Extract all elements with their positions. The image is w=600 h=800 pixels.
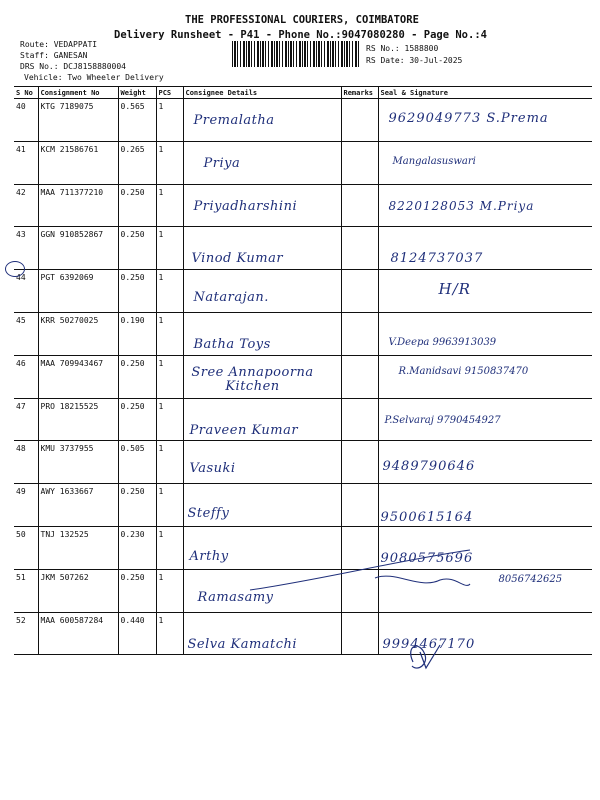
row-sno: 51 <box>14 569 38 612</box>
row-pcs: 1 <box>156 184 183 227</box>
ink-stroke-row51 <box>250 550 470 590</box>
row-pcs: 1 <box>156 312 183 355</box>
row-consignment: PGT 6392069 <box>38 270 118 313</box>
row-weight: 0.250 <box>118 270 156 313</box>
consignee-name: Natarajan. <box>193 290 269 306</box>
row-weight: 0.250 <box>118 484 156 527</box>
signature: 9489790646 <box>382 459 476 475</box>
row-sno: 46 <box>14 355 38 398</box>
row-weight: 0.250 <box>118 355 156 398</box>
consignee-name: Vasuki <box>189 461 236 477</box>
row-pcs: 1 <box>156 355 183 398</box>
consignee-name: Priyadharshini <box>193 198 298 214</box>
row-weight: 0.250 <box>118 569 156 612</box>
staff-value: GANESAN <box>53 51 88 60</box>
col-consignee: Consignee Details <box>183 87 341 99</box>
row-sno: 52 <box>14 612 38 655</box>
drs-value: DCJ8158880004 <box>63 62 126 71</box>
signature: R.Manidsavi 9150837470 <box>398 365 529 377</box>
runsheet-title: Delivery Runsheet - P41 - Phone No.:9047080280 - Page No.:4 <box>114 29 487 41</box>
row-sno: 40 <box>14 99 38 142</box>
consignee-name: Priya <box>203 155 241 171</box>
row-pcs: 1 <box>156 99 183 142</box>
row-weight: 0.250 <box>118 184 156 227</box>
col-signature: Seal & Signature <box>378 87 592 99</box>
row-pcs: 1 <box>156 441 183 484</box>
ink-scribble-row51 <box>375 576 470 585</box>
row-sno: 50 <box>14 526 38 569</box>
col-pcs: PCS <box>156 87 183 99</box>
consignee-name: Praveen Kumar <box>189 422 299 438</box>
row-weight: 0.190 <box>118 312 156 355</box>
row-pcs: 1 <box>156 270 183 313</box>
row-weight: 0.565 <box>118 99 156 142</box>
row-consignment: JKM 507262 <box>38 569 118 612</box>
row-pcs: 1 <box>156 612 183 655</box>
rs-date-label: RS Date: <box>366 56 405 65</box>
consignee-name: Batha Toys <box>193 336 271 352</box>
row-consignment: KCM 21586761 <box>38 141 118 184</box>
row-consignment: MAA 711377210 <box>38 184 118 227</box>
row-weight: 0.505 <box>118 441 156 484</box>
row-consignment: MAA 600587284 <box>38 612 118 655</box>
route-label: Route: <box>20 40 49 49</box>
staff-label: Staff: <box>20 51 49 60</box>
signature: V.Deepa 9963913039 <box>388 336 497 348</box>
rs-no-value: 1588800 <box>404 44 439 53</box>
rs-no-label: RS No.: <box>366 44 400 53</box>
row-consignment: PRO 18215525 <box>38 398 118 441</box>
company-title: THE PROFESSIONAL COURIERS, COIMBATORE <box>185 14 419 26</box>
row-sno: 43 <box>14 227 38 270</box>
signature: P.Selvaraj 9790454927 <box>384 414 501 426</box>
signature: 9080575696 <box>380 550 474 566</box>
signature: 9500615164 <box>380 510 474 526</box>
row-sno: 47 <box>14 398 38 441</box>
row-weight: 0.250 <box>118 227 156 270</box>
row-pcs: 1 <box>156 569 183 612</box>
consignee-name: Premalatha <box>193 113 275 128</box>
route-value: VEDAPPATI <box>53 40 98 49</box>
signature: H/R <box>438 280 471 299</box>
col-remarks: Remarks <box>341 87 378 99</box>
col-weight: Weight <box>118 87 156 99</box>
row-consignment: TNJ 132525 <box>38 526 118 569</box>
row-sno: 48 <box>14 441 38 484</box>
row-weight: 0.265 <box>118 141 156 184</box>
row-pcs: 1 <box>156 141 183 184</box>
row-pcs: 1 <box>156 484 183 527</box>
consignee-name: Vinod Kumar <box>191 251 284 267</box>
ink-flourish <box>411 645 440 668</box>
row-weight: 0.440 <box>118 612 156 655</box>
row-weight: 0.230 <box>118 526 156 569</box>
vehicle-label: Vehicle: <box>24 73 63 82</box>
row-consignment: AWY 1633667 <box>38 484 118 527</box>
row-consignment: GGN 910852867 <box>38 227 118 270</box>
row-consignment: MAA 709943467 <box>38 355 118 398</box>
col-consignment: Consignment No <box>38 87 118 99</box>
row-pcs: 1 <box>156 398 183 441</box>
consignee-name: Arthy <box>189 548 229 564</box>
signature: Mangalasuswari <box>392 155 476 167</box>
row-consignment: KRR 50270025 <box>38 312 118 355</box>
row-sno: 44 <box>14 270 38 313</box>
row-consignment: KTG 7189075 <box>38 99 118 142</box>
consignee-name: Ramasamy <box>197 589 274 605</box>
signature: 9994467170 <box>382 636 476 652</box>
signature: 8124737037 <box>390 251 484 267</box>
row-sno: 49 <box>14 484 38 527</box>
signature: 8220128053 M.Priya <box>388 198 535 213</box>
drs-label: DRS No.: <box>20 62 59 71</box>
vehicle-value: Two Wheeler Delivery <box>67 73 164 82</box>
signature: 9629049773 S.Prema <box>388 111 549 126</box>
row-consignment: KMU 3737955 <box>38 441 118 484</box>
row-sno: 42 <box>14 184 38 227</box>
rs-date-value: 30-Jul-2025 <box>409 56 463 65</box>
col-sno: S No <box>14 87 38 99</box>
consignee-name: Sree Annapoorna Kitchen <box>191 364 314 394</box>
consignee-name: Selva Kamatchi <box>187 636 298 652</box>
row-sno: 45 <box>14 312 38 355</box>
row-sno: 41 <box>14 141 38 184</box>
row-pcs: 1 <box>156 526 183 569</box>
row-pcs: 1 <box>156 227 183 270</box>
consignee-name: Steffy <box>187 506 230 522</box>
signature: 8056742625 <box>498 573 563 585</box>
row-weight: 0.250 <box>118 398 156 441</box>
